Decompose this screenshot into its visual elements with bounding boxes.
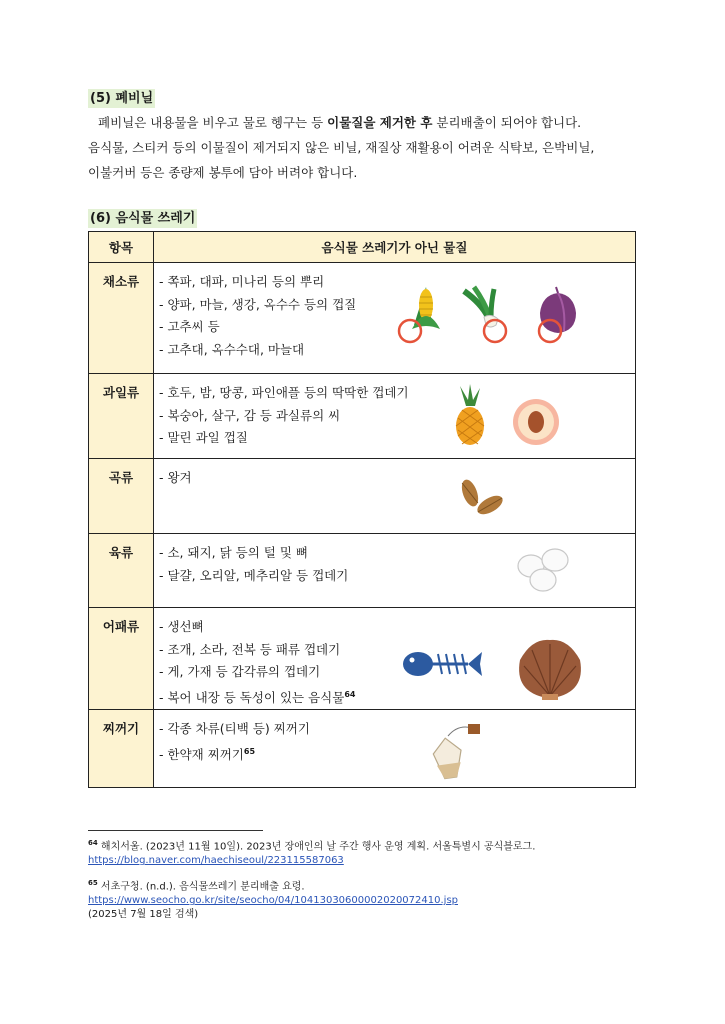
header-items: 음식물 쓰레기가 아닌 물질 xyxy=(154,232,636,263)
green-onion-icon xyxy=(464,287,506,342)
tea-bag-icon xyxy=(424,720,494,782)
pineapple-icon xyxy=(456,384,484,445)
footnote-64: $^{64}$ 해치서울. (2023년 11월 10일). 2023년 장애인의 날 주간 행사 운영 계획. 서울특별시 공식블로그. https://blog.naver.com/haechiseoul/223115587063 xyxy=(88,839,536,867)
para-text-b: 분리배출이 되어야 합니다. xyxy=(432,115,582,130)
table-row xyxy=(89,534,636,608)
row-items xyxy=(154,710,636,788)
row-items xyxy=(154,534,636,608)
list-item: - 고추씨 등 xyxy=(159,319,220,334)
table-row xyxy=(89,374,636,459)
footnote-number: 65 xyxy=(88,879,98,887)
para-text-c: 음식물, 스티커 등의 이물질이 제거되지 않은 비닐, 재질상 재활용이 어려운 식탁보, 은박비닐, xyxy=(88,140,595,155)
list-item: - 왕겨 xyxy=(159,470,192,485)
para-text-a: 폐비닐은 내용물을 비우고 물로 헹구는 등 xyxy=(98,115,328,130)
footnote-ref-65: 65 xyxy=(243,746,256,756)
list-item: - 호두, 밤, 땅콩, 파인애플 등의 딱딱한 껍데기 xyxy=(159,385,409,400)
section-5-title: (5) 폐비닐 xyxy=(90,91,154,106)
fruit-illustration xyxy=(446,384,566,452)
list-item: - 양파, 마늘, 생강, 옥수수 등의 껍질 xyxy=(159,296,357,312)
clam-shell-icon xyxy=(519,640,581,700)
footnote-65: $^{65}$ 서초구청. (n.d.). 음식물쓰레기 분리배출 요령. https://www.seocho.go.kr/site/seocho/04/10413030600002020072410.jsp (2025년 7월 18일 검색) xyxy=(88,879,458,921)
list-item: - 달걀, 오리알, 메추리알 등 껍데기 xyxy=(159,567,349,583)
para-text-d: 이불커버 등은 종량제 봉투에 담아 버려야 합니다. xyxy=(88,165,358,180)
footnote-number: 64 xyxy=(88,839,98,847)
table-row xyxy=(89,608,636,710)
list-item: - 한약재 찌꺼기$^{65}$ xyxy=(159,746,256,762)
fish-bone-icon xyxy=(403,652,482,676)
section-5-paragraph xyxy=(88,110,648,185)
footnote-ref-64: 64 xyxy=(344,689,356,699)
para-text-bold: 이물질을 제거한 후 xyxy=(327,115,433,130)
list-item: - 각종 차류(티백 등) 찌꺼기 xyxy=(159,721,310,737)
footnote-link[interactable]: https://www.seocho.go.kr/site/seocho/04/10413030600002020072410.jsp xyxy=(88,895,458,907)
corn-icon xyxy=(399,287,440,342)
list-item: - 생선뼈 xyxy=(159,619,204,634)
row-category: 육류 xyxy=(89,534,154,608)
footnote-divider xyxy=(88,830,263,831)
food-waste-table xyxy=(88,231,636,788)
list-item: - 복어 내장 등 독성이 있는 음식물$^{64}$ xyxy=(159,689,356,705)
footnote-access-date: (2025년 7월 18일 검색) xyxy=(88,909,199,921)
list-item: - 조개, 소라, 전복 등 패류 껍데기 xyxy=(159,641,341,657)
table-row xyxy=(89,710,636,788)
list-item: - 복숭아, 살구, 감 등 과실류의 씨 xyxy=(159,407,341,423)
list-item: - 말린 과일 껍질 xyxy=(159,430,248,445)
row-items xyxy=(154,374,636,459)
list-item: - 쪽파, 대파, 미나리 등의 뿌리 xyxy=(159,274,325,289)
row-items xyxy=(154,459,636,534)
section-6-title: (6) 음식물 쓰레기 xyxy=(90,211,196,226)
row-items xyxy=(154,608,636,710)
eggs-icon xyxy=(509,542,579,597)
rice-husk-icon xyxy=(454,473,514,523)
row-category: 곡류 xyxy=(89,459,154,534)
onion-icon xyxy=(539,287,576,342)
header-category: 항목 xyxy=(89,232,154,263)
list-item: - 고추대, 옥수수대, 마늘대 xyxy=(159,341,305,357)
row-category: 어패류 xyxy=(89,608,154,710)
peach-icon xyxy=(513,399,559,445)
row-items xyxy=(154,263,636,374)
table-row xyxy=(89,263,636,374)
footnote-link[interactable]: https://blog.naver.com/haechiseoul/223115587063 xyxy=(88,855,344,867)
table-row xyxy=(89,459,636,534)
seafood-illustration xyxy=(402,636,602,702)
table-header-row xyxy=(89,232,636,263)
row-category: 과일류 xyxy=(89,374,154,459)
list-item: - 소, 돼지, 닭 등의 털 및 뼈 xyxy=(159,545,308,560)
row-category: 찌꺼기 xyxy=(89,710,154,788)
row-category: 채소류 xyxy=(89,263,154,374)
list-item: - 게, 가재 등 갑각류의 껍데기 xyxy=(159,664,321,679)
vegetable-illustration xyxy=(396,283,596,353)
